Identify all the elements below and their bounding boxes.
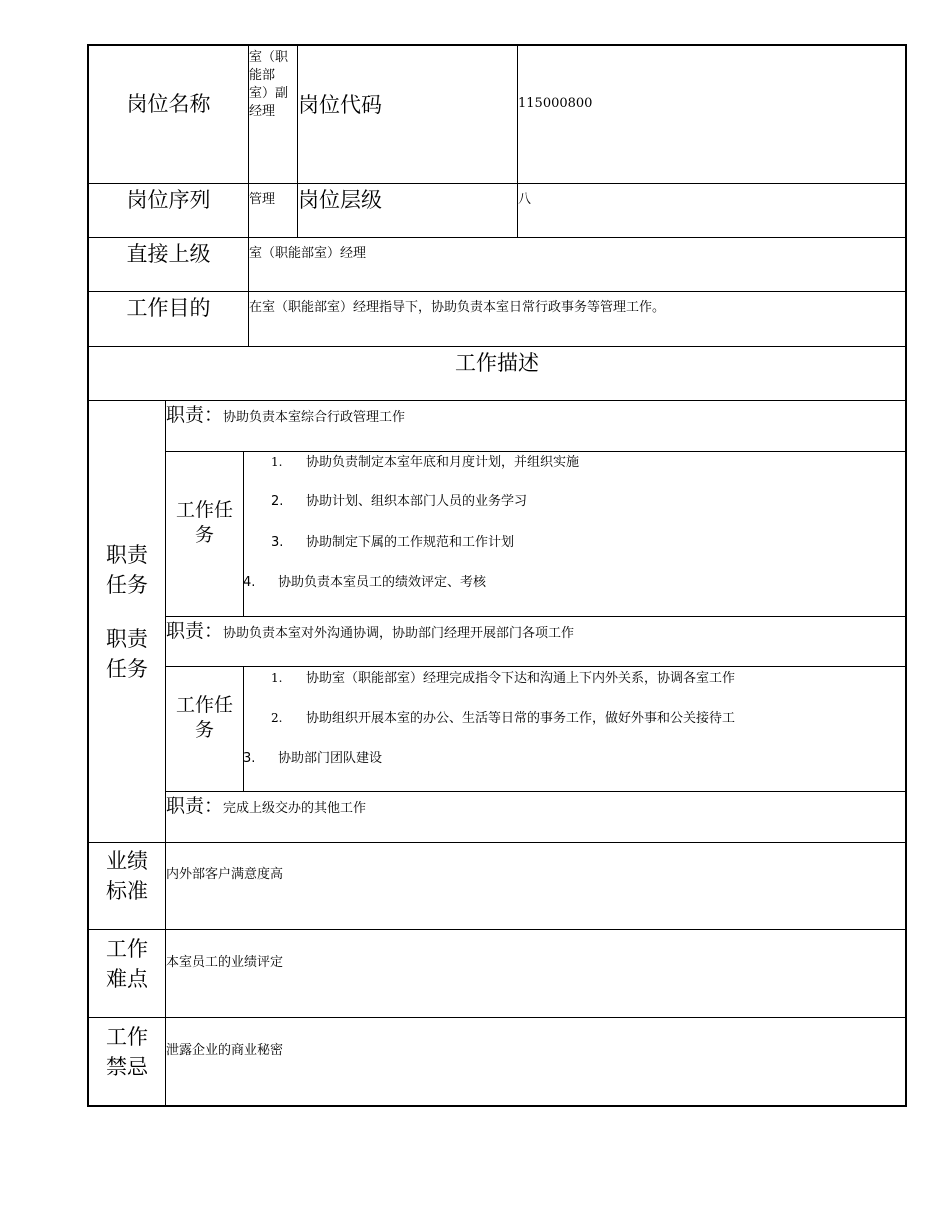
task-1-1: 1. 协助负责制定本室年底和月度计划，并组织实施: [271, 455, 580, 470]
label-duties-1: 职责任务: [106, 543, 148, 597]
position-code-value: 115000800: [518, 96, 593, 111]
label-taboo: 工作禁忌: [106, 1025, 148, 1079]
task-label-1: 工作任务: [175, 499, 233, 546]
task-2-2: 2. 协助组织开展本室的办公、生活等日常的事务工作，做好外事和公关接待工: [271, 711, 736, 726]
position-sequence-value: 管理: [249, 192, 276, 207]
duty-1-text: 协助负责本室综合行政管理工作: [223, 410, 406, 425]
duty-row-1: [166, 403, 405, 428]
label-position-sequence: 岗位序列: [126, 188, 211, 212]
duty-prefix: 职责：: [166, 795, 224, 817]
label-duties-2: 职责任务: [106, 627, 148, 681]
direct-superior-value: 室（职能部室）经理: [249, 246, 367, 261]
difficulty-value: 本室员工的业绩评定: [166, 955, 284, 970]
work-purpose-value: 在室（职能部室）经理指导下，协助负责本室日常行政事务等管理工作。: [249, 300, 666, 315]
label-position-name: 岗位名称: [126, 92, 211, 116]
label-position-code: 岗位代码: [298, 93, 382, 117]
task-label-2: 工作任务: [175, 694, 233, 741]
position-name-value: 室（职能部室）副经理: [249, 50, 289, 119]
duty-2-text: 协助负责本室对外沟通协调，协助部门经理开展部门各项工作: [223, 626, 575, 641]
label-performance: 业绩标准: [106, 849, 148, 903]
label-position-level: 岗位层级: [298, 188, 382, 212]
label-work-purpose: 工作目的: [126, 296, 211, 320]
task-1-3: 3. 协助制定下属的工作规范和工作计划: [271, 535, 515, 550]
label-difficulty: 工作难点: [106, 937, 148, 991]
task-2-3: 3. 协助部门团队建设: [243, 751, 383, 766]
task-1-2: 2. 协助计划、组织本部门人员的业务学习: [271, 494, 528, 509]
task-2-1: 1. 协助室（职能部室）经理完成指令下达和沟通上下内外关系，协调各室工作: [271, 671, 736, 686]
performance-value: 内外部客户满意度高: [166, 867, 284, 882]
section-title: 工作描述: [455, 351, 539, 375]
duty-row-2: [166, 619, 574, 644]
duty-prefix: 职责：: [166, 620, 224, 642]
duty-3-text: 完成上级交办的其他工作: [223, 801, 367, 816]
duty-prefix: 职责：: [166, 404, 224, 426]
label-direct-superior: 直接上级: [126, 242, 211, 266]
position-level-value: 八: [518, 192, 532, 207]
taboo-value: 泄露企业的商业秘密: [166, 1043, 284, 1058]
task-1-4: 4. 协助负责本室员工的绩效评定、考核: [243, 575, 487, 590]
duty-row-3: [166, 794, 366, 819]
